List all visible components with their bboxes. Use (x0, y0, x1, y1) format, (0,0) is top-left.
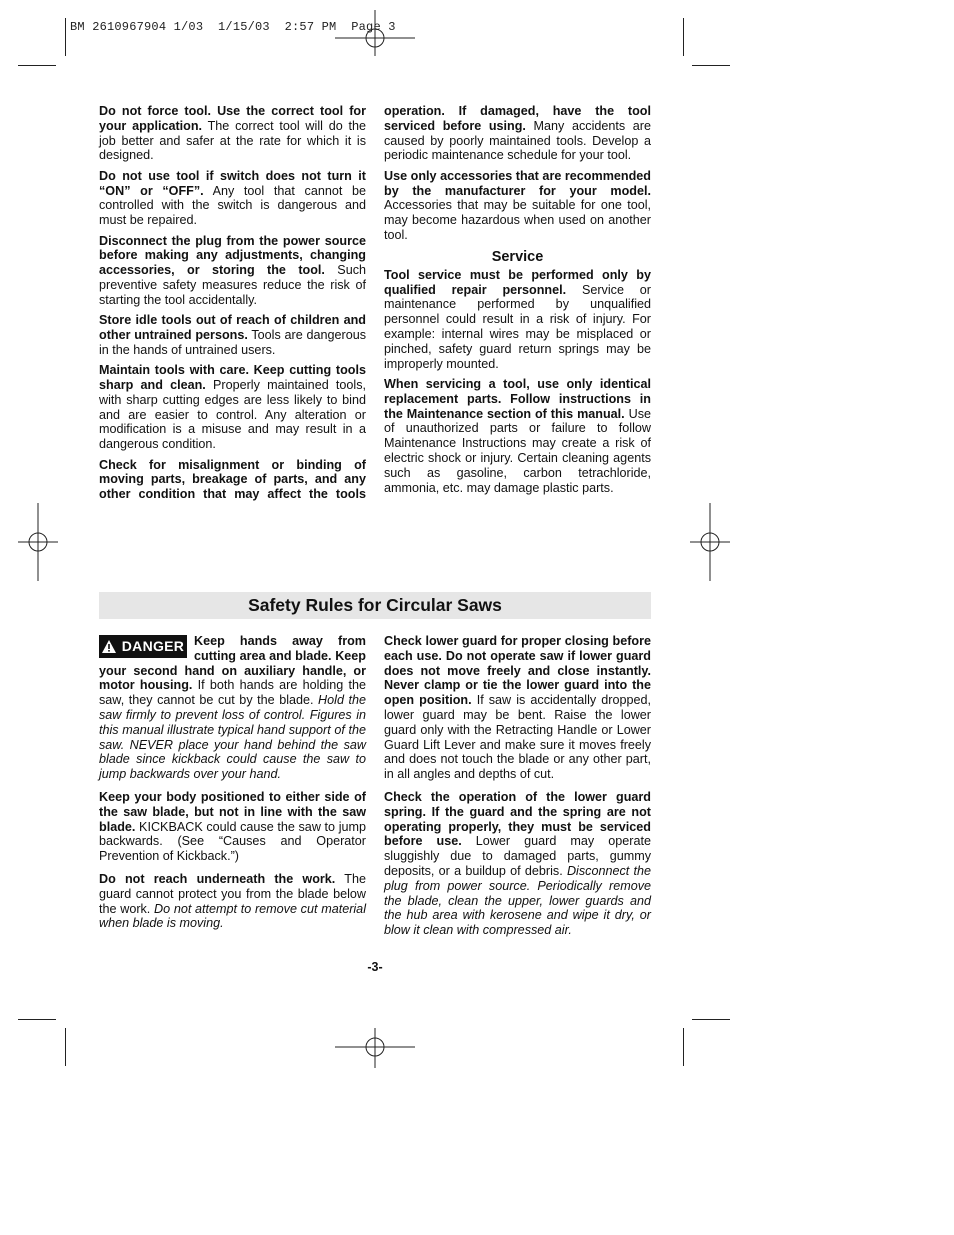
italic-text: Do not attempt to remove cut material when blade is moving. (99, 901, 366, 931)
paragraph (99, 169, 366, 228)
paragraph (99, 234, 366, 308)
paragraph (99, 313, 366, 357)
paragraph (99, 458, 366, 502)
paragraph (99, 790, 366, 864)
general-rules-right-column (384, 104, 651, 501)
paragraph (99, 634, 366, 782)
italic-text: Disconnect the plug from power source. Periodically remove the blade, clean the upper, lower guards and the hub area with kerosene and wipe it dry, or blow it clean with compressed air. (384, 863, 651, 938)
danger-label: DANGER (121, 638, 185, 655)
body-text: Use of unauthorized parts or failure to follow Maintenance Instructions may create a risk of electric shock or injury. Certain cleaning agents such as gasoline, carbon tetrachloride, ammonia, etc. may damage plastic parts. (384, 406, 651, 495)
paragraph (384, 377, 651, 495)
section-banner: Safety Rules for Circular Saws (99, 592, 651, 619)
crop-mark (683, 18, 684, 56)
warning-triangle-icon (102, 640, 116, 653)
crop-mark (692, 65, 730, 66)
registration-target-icon (690, 503, 730, 581)
bold-lead: Store idle tools out of reach of children and other untrained persons. (99, 313, 366, 342)
bold-lead: Disconnect the plug from the power source before making any adjustments, changing accessories, or storing the tool. (99, 233, 366, 278)
body-text: Service or maintenance performed by unqualified personnel could result in a risk of injury. For example: internal wires may be misplaced or pinched, safety guard return springs may be improperly mounted. (384, 282, 651, 371)
body-text: Lower guard may operate sluggishly due to damaged parts, gummy deposits, or a buildup of debris. (384, 834, 651, 878)
body-text: If both hands are holding the saw, they cannot be cut by the blade. (99, 678, 366, 708)
body-text: Any tool that cannot be controlled with the switch is dangerous and must be repaired. (99, 183, 366, 228)
bold-lead: Check the operation of the lower guard spring. If the guard and the spring are not operating properly, they must be serviced before use. (384, 789, 651, 849)
body-text: Many accidents are caused by poorly maintained tools. Develop a periodic maintenance schedule for your tool. (384, 118, 652, 163)
bold-lead: Check lower guard for proper closing before each use. Do not operate saw if lower guard does not move freely and close instantly. Never clamp or tie the lower guard into the open position. (384, 634, 651, 708)
general-rules-left-column (99, 104, 366, 507)
body-text: Properly maintained tools, with sharp cutting edges are less likely to bind and are easier to control. Any alteration or modification is a misuse and may result in a dangerous condition. (99, 377, 366, 452)
printer-slug: BM 2610967904 1/03 1/15/03 2:57 PM Page 3 (70, 20, 396, 34)
paragraph (99, 363, 366, 452)
registration-target-icon (335, 10, 415, 56)
paragraph (99, 872, 366, 931)
saw-rules-left-column (99, 634, 366, 937)
body-text: The guard cannot protect you from the blade below the work. (99, 871, 366, 916)
crop-mark (683, 1028, 684, 1066)
bold-lead: Check for misalignment or binding of moving parts, breakage of parts, and any other condition that may affect the tools (99, 457, 366, 502)
bold-lead: operation. If damaged, have the tool serviced before using. (384, 104, 651, 133)
saw-rules-right-column (384, 634, 651, 944)
bold-lead: Tool service must be performed only by qualified repair personnel. (384, 267, 651, 297)
service-heading: Service (491, 248, 544, 265)
paragraph (99, 104, 366, 163)
paragraph (384, 268, 651, 372)
crop-mark (18, 65, 56, 66)
paragraph (384, 104, 651, 163)
crop-mark (692, 1019, 730, 1020)
crop-mark (65, 1028, 66, 1066)
body-text: If saw is accidentally dropped, lower guard may be bent. Raise the lower guard only with the Retracting Handle or Lower Guard Lift Lever and make sure it moves freely and does not touch the blade or any other part, in all angles and depths of cut. (384, 693, 651, 782)
paragraph (384, 169, 651, 243)
body-text: The correct tool will do the job better and safer at the rate for which it is designed. (99, 118, 366, 163)
paragraph (384, 634, 651, 782)
bold-lead: Maintain tools with care. Keep cutting tools sharp and clean. (99, 363, 366, 392)
crop-mark (65, 18, 66, 56)
bold-lead: Do not force tool. Use the correct tool for your application. (99, 104, 366, 133)
body-text: Tools are dangerous in the hands of untrained users. (99, 327, 366, 357)
bold-lead: When servicing a tool, use only identical replacement parts. Follow instructions in the Maintenance section of this manual. (384, 376, 651, 421)
bold-lead: Keep your body positioned to either side of the saw blade, but not in line with the saw blade. (99, 789, 366, 834)
bold-lead: Use only accessories that are recommended by the manufacturer for your model. (384, 168, 651, 198)
bold-lead: Do not use tool if switch does not turn it “ON” or “OFF”. (99, 168, 366, 198)
registration-target-icon (335, 1028, 415, 1068)
bold-lead: Do not reach underneath the work. (99, 871, 336, 886)
danger-badge (99, 635, 187, 658)
italic-text: Hold the saw firmly to prevent loss of control. Figures in this manual illustrate typical hand support of the saw. NEVER place your hand behind the saw blade since kickback could cause the saw to jump backwards over your hand. (99, 693, 366, 782)
paragraph (384, 790, 651, 938)
body-text: KICKBACK could cause the saw to jump backwards. (See “Causes and Operator Prevention of Kickback.”) (99, 819, 366, 864)
body-text: Accessories that may be suitable for one tool, may become hazardous when used on another tool. (384, 198, 651, 242)
registration-target-icon (18, 503, 58, 581)
bold-lead: Keep hands away from cutting area and blade. Keep your second hand on auxiliary handle, or motor housing. (99, 634, 366, 693)
crop-mark (18, 1019, 56, 1020)
body-text: Such preventive safety measures reduce the risk of starting the tool accidentally. (99, 263, 366, 307)
page-number: -3- (367, 960, 383, 974)
